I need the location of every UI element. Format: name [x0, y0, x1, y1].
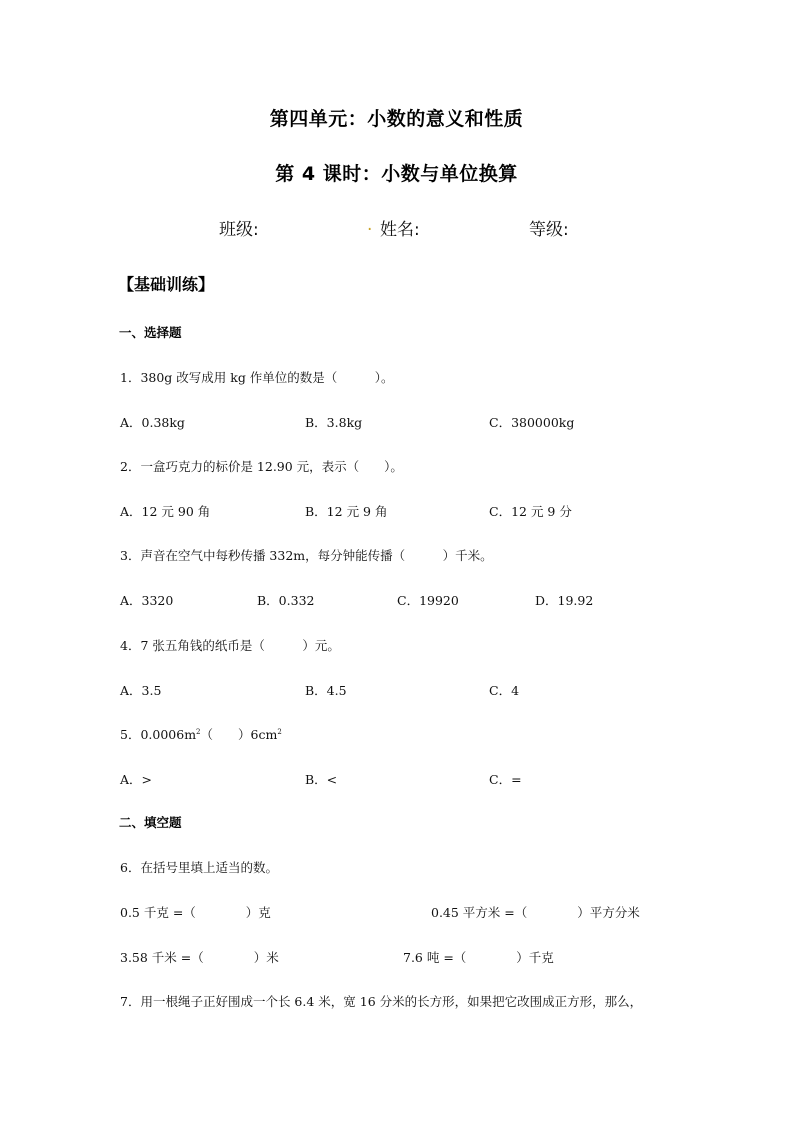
- part1-heading: 一、选择题: [119, 325, 182, 340]
- q5-option-b: B．<: [305, 772, 338, 787]
- q1-option-b: B．3.8kg: [305, 415, 363, 430]
- q5-option-a: A．>: [120, 772, 153, 787]
- q4-option-a: A．3.5: [120, 683, 162, 698]
- question-2: 2．一盒巧克力的标价是 12.90 元，表示（ ）。: [120, 459, 403, 474]
- q5-stem-prefix: 5．0.0006m: [120, 727, 197, 742]
- q5-superscript-1: 2: [196, 727, 201, 736]
- q3-option-c: C．19920: [397, 593, 459, 608]
- question-3: 3．声音在空气中每秒传播 332m，每分钟能传播（ ）千米。: [120, 548, 493, 563]
- q3-option-d: D．19.92: [535, 593, 594, 608]
- q2-option-a: A．12 元 90 角: [120, 504, 211, 519]
- q3-option-a: A．3320: [120, 593, 174, 608]
- q2-option-b: B．12 元 9 角: [305, 504, 388, 519]
- q1-option-a: A．0.38kg: [120, 415, 185, 430]
- q6-item-1: 0.5 千克 =（ ）克: [120, 905, 271, 920]
- lesson-subtitle: 第 4 课时：小数与单位换算: [275, 163, 518, 185]
- q4-option-b: B．4.5: [305, 683, 347, 698]
- grade-label: 等级:: [529, 220, 569, 240]
- section-heading-basic-training: 【基础训练】: [118, 275, 215, 294]
- q2-option-c: C．12 元 9 分: [489, 504, 572, 519]
- q5-superscript-2: 2: [277, 727, 282, 736]
- question-6: 6．在括号里填上适当的数。: [120, 860, 278, 875]
- part2-heading: 二、填空题: [119, 815, 182, 830]
- class-label: 班级:: [219, 220, 259, 240]
- q4-option-c: C．4: [489, 683, 520, 698]
- q6-item-3: 3.58 千米 =（ ）米: [120, 950, 279, 965]
- question-5: [120, 725, 282, 743]
- q5-stem-mid: （ ）6cm: [200, 727, 278, 742]
- name-label: 姓名:: [380, 220, 420, 240]
- q6-item-4: 7.6 吨 =（ ）千克: [403, 950, 554, 965]
- q6-item-2: 0.45 平方米 =（ ）平方分米: [431, 905, 640, 920]
- document-title: 第四单元：小数的意义和性质: [269, 108, 524, 130]
- q3-option-b: B．0.332: [257, 593, 315, 608]
- question-7: 7．用一根绳子正好围成一个长 6.4 米，宽 16 分米的长方形，如果把它改围成正方形，那么，: [120, 994, 643, 1009]
- name-dot: .: [367, 215, 373, 235]
- q5-option-c: C．=: [489, 772, 522, 787]
- q1-option-c: C．380000kg: [489, 415, 575, 430]
- question-1: 1．380g 改写成用 kg 作单位的数是（ ）。: [120, 370, 394, 385]
- question-4: 4．7 张五角钱的纸币是（ ）元。: [120, 638, 340, 653]
